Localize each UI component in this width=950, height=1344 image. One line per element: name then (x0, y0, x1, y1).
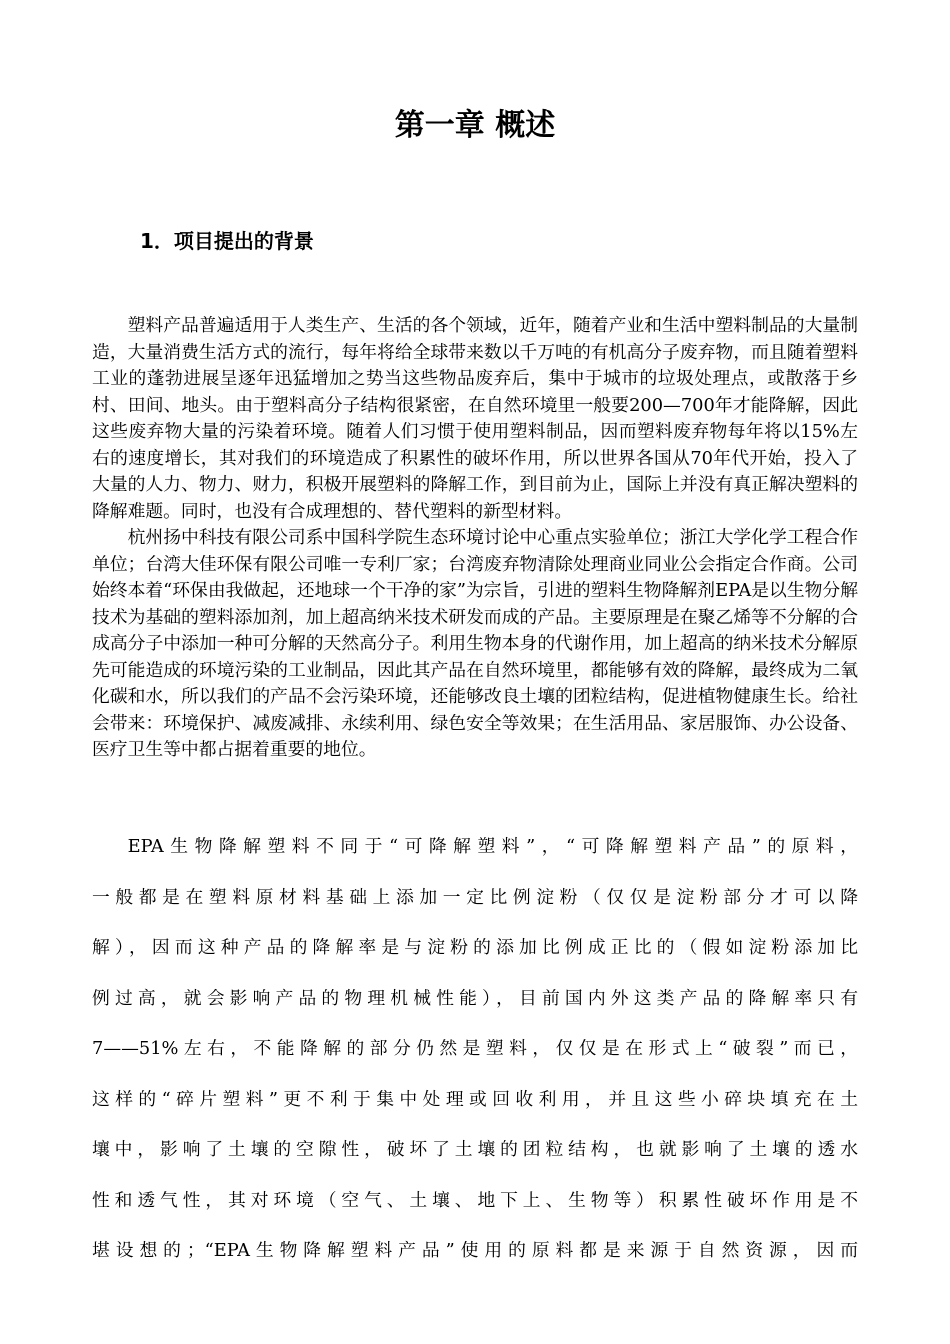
paragraph-epa-comparison (92, 829, 858, 1284)
text-line: 性和透气性，其对环境（空气、土壤、地下上、生物等）积累性破坏作用是不 (92, 1189, 858, 1211)
chapter-title: 第一章 概述 (394, 108, 556, 143)
text-line: 壤中，影响了土壤的空隙性，破坏了土壤的团粒结构，也就影响了土壤的透水 (92, 1139, 858, 1160)
paragraph-plastic-background: 塑料产品普遍适用于人类生产、生活的各个领域，近年，随着产业和生活中塑料制品的大量制造，大量消费生活方式的流行，每年将给全球带来数以千万吨的有机高分子废弃物，而且随着塑料工业的蓬勃进展呈逐年迅猛增加之势当这些物品废弃后，集中于城市的垃圾处理点，或散落于乡村、田间、地头。由于塑料高分子结构很紧密，在自然环境里一般要200—700年才能降解，因此这些废弃物大量的污染着环境。随着人们习惯于使用塑料制品，因而塑料废弃物每年将以15%左右的速度增长，其对我们的环境造成了积累性的破坏作用，所以世界各国从70年代开始，投入了大量的人力、物力、财力，积极开展塑料的降解工作，到目前为止，国际上并没有真正解决塑料的降解难题。同时，也没有合成理想的、替代塑料的新型材料。 (92, 315, 858, 522)
text-line: 解），因而这种产品的降解率是与淀粉的添加比例成正比的（假如淀粉添加比 (92, 937, 858, 958)
text-line: 7——51%左右，不能降解的部分仍然是塑料，仅仅是在形式上“破裂”而已， (92, 1038, 858, 1059)
section-heading: 1．项目提出的背景 (140, 229, 314, 253)
text-line: 堪设想的；“EPA生物降解塑料产品”使用的原料都是来源于自然资源，因而 (92, 1240, 858, 1261)
text-line: 这样的“碎片塑料”更不利于集中处理或回收利用，并且这些小碎块填充在土 (92, 1088, 858, 1110)
text-line: 例过高，就会影响产品的物理机械性能），目前国内外这类产品的降解率只有 (92, 987, 858, 1009)
body-text (92, 313, 858, 764)
paragraph-company-intro: 杭州扬中科技有限公司系中国科学院生态环境讨论中心重点实验单位；浙江大学化学工程合作单位；台湾大佳环保有限公司唯一专利厂家；台湾废弃物清除处理商业同业公会指定合作商。公司始终本着“环保由我做起，还地球一个干净的家”为宗旨，引进的塑料生物降解剂EPA是以生物分解技术为基础的塑料添加剂，加上超高纳米技术研发而成的产品。主要原理是在聚乙烯等不分解的合成高分子中添加一种可分解的天然高分子。利用生物本身的代谢作用，加上超高的纳米技术分解原先可能造成的环境污染的工业制品，因此其产品在自然环境里，都能够有效的降解，最终成为二氧化碳和水，所以我们的产品不会污染环境，还能够改良土壤的团粒结构，促进植物健康生长。给社会带来：环境保护、减废减排、永续利用、绿色安全等效果；在生活用品、家居服饰、办公设备、医疗卫生等中都占据着重要的地位。 (92, 527, 858, 760)
text-line: EPA生物降解塑料不同于“可降解塑料”，“可降解塑料产品”的原料， (127, 836, 858, 857)
text-line: 一般都是在塑料原材料基础上添加一定比例淀粉（仅仅是淀粉部分才可以降 (92, 886, 858, 908)
